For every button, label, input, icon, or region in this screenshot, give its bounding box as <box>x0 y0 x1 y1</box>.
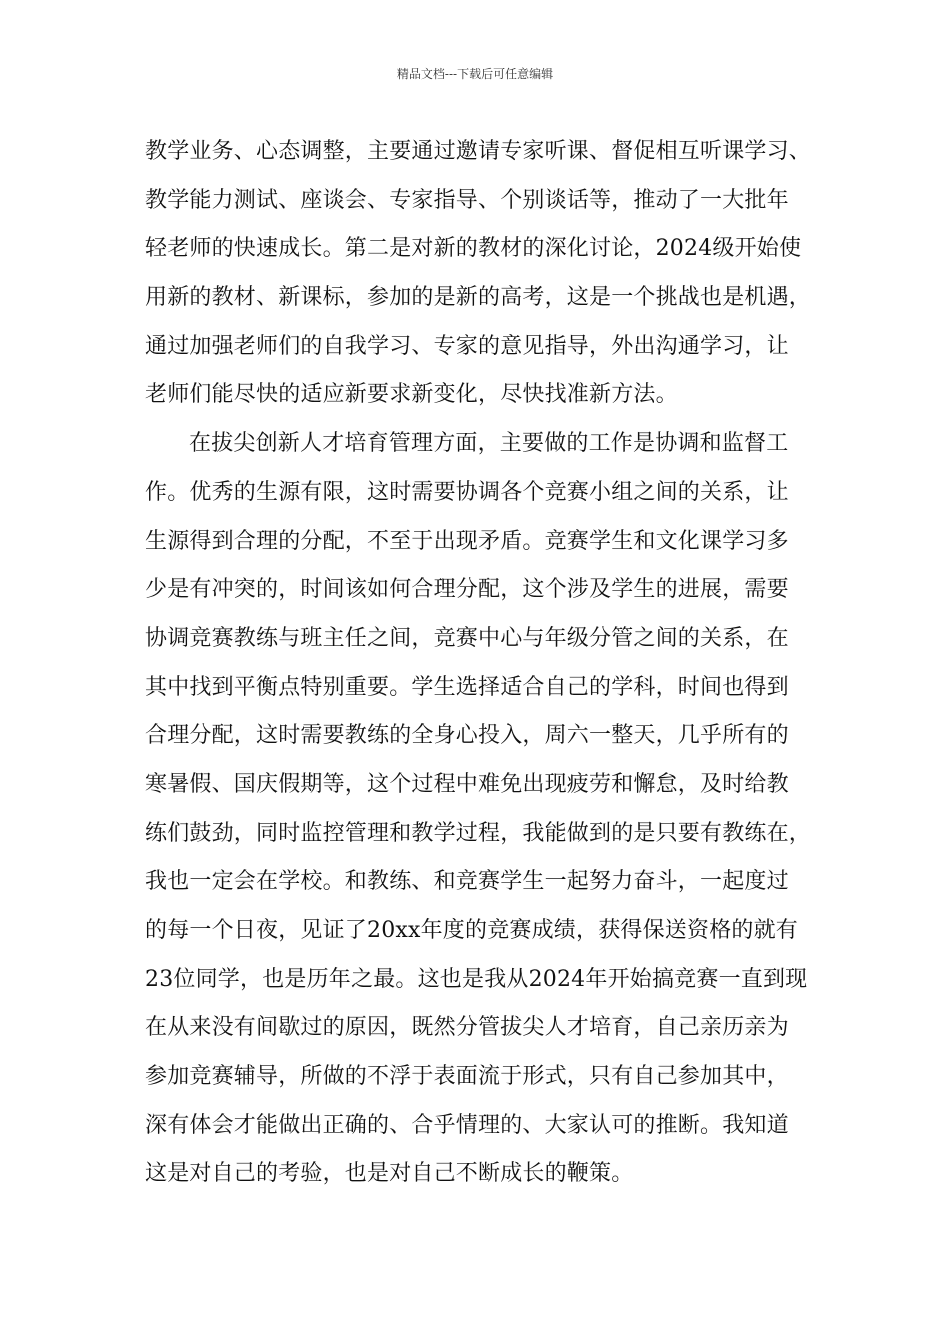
paragraph-1 <box>145 128 835 420</box>
text-line: 教学业务、心态调整，主要通过邀请专家听课、督促相互听课学习、 <box>145 139 812 164</box>
text-line: 的每一个日夜，见证了20xx年度的竞赛成绩，获得保送资格的就有 <box>145 918 799 943</box>
text-line: 练们鼓劲，同时监控管理和教学过程，我能做到的是只要有教练在， <box>145 820 812 846</box>
text-line: 老师们能尽快的适应新要求新变化，尽快找准新方法。 <box>145 382 678 408</box>
text-line: 这是对自己的考验，也是对自己不断成长的鞭策。 <box>145 1161 634 1187</box>
text-line: 教学能力测试、座谈会、专家指导、个别谈话等，推动了一大批年 <box>145 187 789 213</box>
text-line: 少是有冲突的，时间该如何合理分配，这个涉及学生的进展，需要 <box>145 577 789 603</box>
text-line: 我也一定会在学校。和教练、和竞赛学生一起努力奋斗，一起度过 <box>145 869 789 895</box>
text-line: 轻老师的快速成长。第二是对新的教材的深化讨论，2024级开始使 <box>145 236 802 262</box>
text-line: 23位同学，也是历年之最。这也是我从2024年开始搞竞赛一直到现 <box>145 966 808 992</box>
paragraph-2 <box>145 420 835 1199</box>
text-line: 通过加强老师们的自我学习、专家的意见指导，外出沟通学习，让 <box>145 333 789 359</box>
text-line: 在从来没有间歇过的原因，既然分管拔尖人才培育，自己亲历亲为 <box>145 1015 789 1041</box>
text-line: 参加竞赛辅导，所做的不浮于表面流于形式，只有自己参加其中， <box>145 1064 789 1090</box>
text-line: 深有体会才能做出正确的、合乎情理的、大家认可的推断。我知道 <box>145 1112 789 1138</box>
text-line-indented: 在拔尖创新人才培育管理方面，主要做的工作是协调和监督工 <box>189 431 789 457</box>
text-line: 合理分配，这时需要教练的全身心投入，周六一整天，几乎所有的 <box>145 723 789 749</box>
text-line: 协调竞赛教练与班主任之间，竞赛中心与年级分管之间的关系，在 <box>145 625 789 651</box>
text-line: 寒暑假、国庆假期等，这个过程中难免出现疲劳和懈怠，及时给教 <box>145 771 789 797</box>
page-header: 精品文档---下载后可任意编辑 <box>396 67 554 81</box>
document-body <box>145 128 835 1199</box>
text-line: 作。优秀的生源有限，这时需要协调各个竞赛小组之间的关系，让 <box>145 479 789 505</box>
text-line: 其中找到平衡点特别重要。学生选择适合自己的学科，时间也得到 <box>145 674 789 700</box>
text-line: 用新的教材、新课标，参加的是新的高考，这是一个挑战也是机遇， <box>145 285 812 311</box>
text-line: 生源得到合理的分配，不至于出现矛盾。竞赛学生和文化课学习多 <box>145 528 789 554</box>
